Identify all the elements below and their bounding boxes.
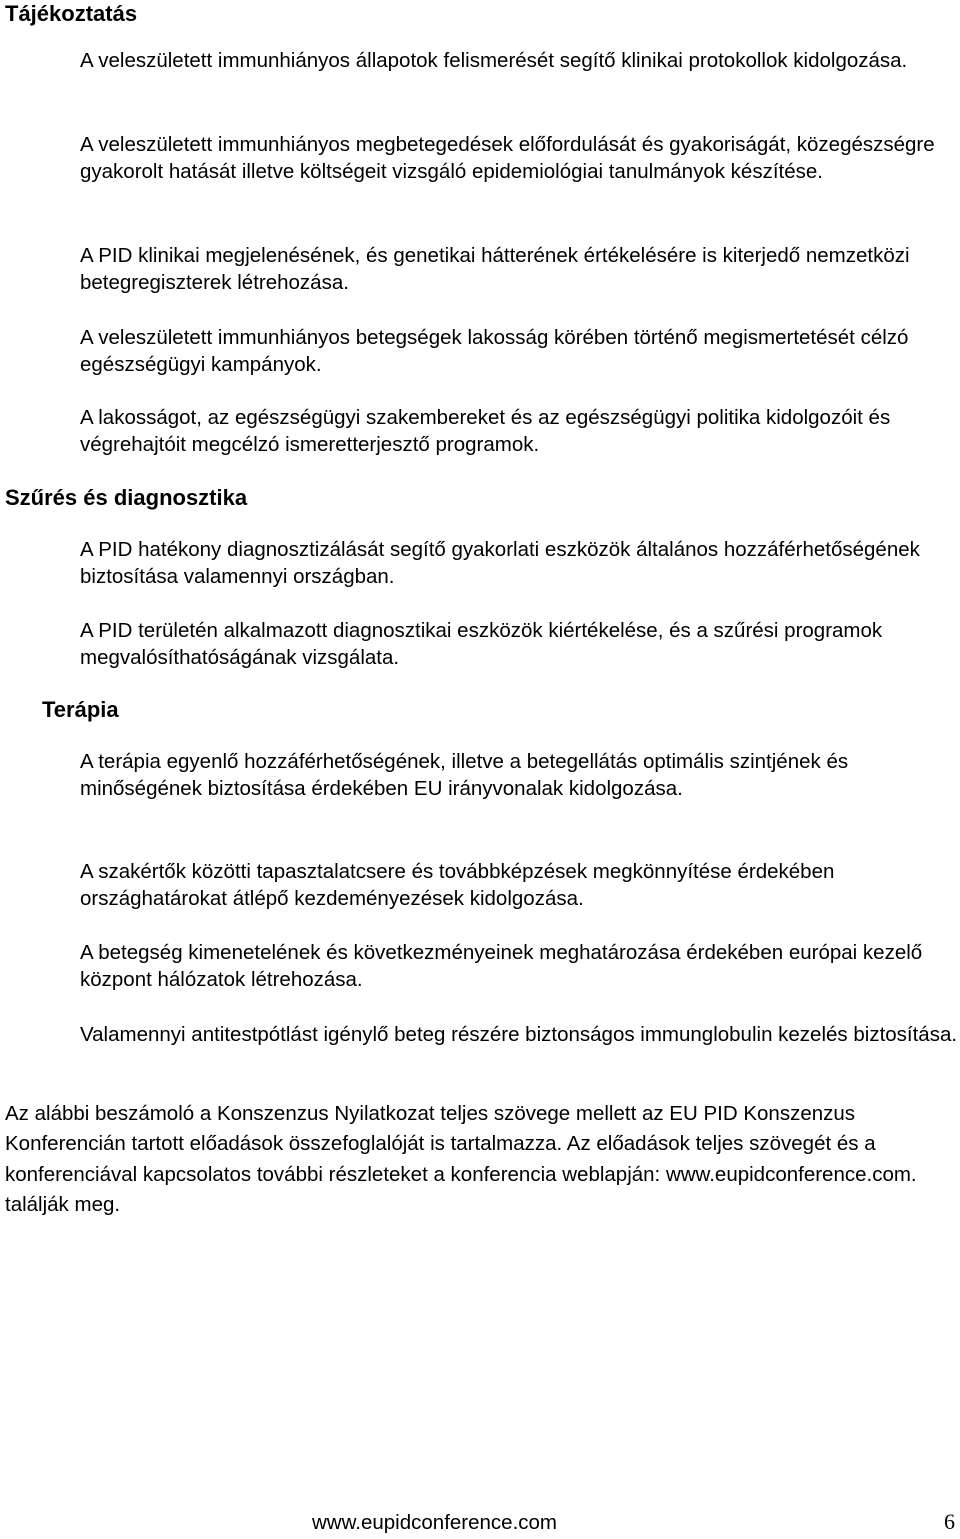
paragraph-clinical-protocols: A veleszületett immunhiányos állapotok felismerését segítő klinikai protokollok kidolgozása. (80, 49, 908, 72)
footer-url: www.eupidconference.com (312, 1511, 557, 1534)
paragraph-epidemiological-studies: A veleszületett immunhiányos megbetegedések előfordulását és gyakoriságát, közegészségre gyakorolt hatását illetve költségeit vizsgáló epidemiológiai tanulmányok készítése. (80, 133, 935, 183)
paragraph-patient-registries: A PID klinikai megjelenésének, és genetikai hátterének értékelésére is kiterjedő nemzetközi betegregiszterek létrehozása. (80, 244, 910, 294)
paragraph-education-programs: A lakosságot, az egészségügyi szakembereket és az egészségügyi politika kidolgozóit és végrehajtóit megcélzó ismeretterjesztő programok. (80, 406, 891, 456)
paragraph-health-campaigns: A veleszületett immunhiányos betegségek lakosság körében történő megismertetését célzó egészségügyi kampányok. (80, 326, 909, 376)
paragraph-eu-guidelines: A terápia egyenlő hozzáférhetőségének, illetve a betegellátás optimális szintjének és minőségének biztosítása érdekében EU irányvonalak kidolgozása. (80, 750, 849, 800)
page-number: 6 (944, 1509, 955, 1534)
section-heading-szures: Szűrés és diagnosztika (5, 485, 248, 510)
paragraph-screening-programs: A PID területén alkalmazott diagnosztikai eszközök kiértékelése, és a szűrési programok megvalósíthatóságának vizsgálata. (80, 619, 883, 669)
paragraph-diagnostic-tools: A PID hatékony diagnosztizálását segítő gyakorlati eszközök általános hozzáférhetőségének biztosítása valamennyi országban. (80, 538, 920, 588)
section-heading-tajekoztatas: Tájékoztatás (5, 1, 138, 26)
paragraph-experience-exchange: A szakértők közötti tapasztalatcsere és továbbképzések megkönnyítése érdekében országhatárokat átlépő kezdeményezések kidolgozása. (80, 860, 835, 910)
paragraph-treatment-centre-networks: A betegség kimenetelének és következményeinek meghatározása érdekében európai kezelő központ hálózatok létrehozása. (80, 941, 923, 991)
paragraph-immunoglobulin-treatment: Valamennyi antitestpótlást igénylő beteg részére biztonságos immunglobulin kezelés biztosítása. (80, 1023, 958, 1046)
closing-paragraph: Az alábbi beszámoló a Konszenzus Nyilatkozat teljes szövege mellett az EU PID Konszenzus Konferencián tartott előadások összefoglalóját is tartalmazza. Az előadások teljes szövegét és a konferenciával kapcsolatos további részleteket a konferencia weblapján: www.eupidconference.com. találják meg. (5, 1102, 917, 1216)
section-heading-terapia: Terápia (42, 697, 119, 722)
